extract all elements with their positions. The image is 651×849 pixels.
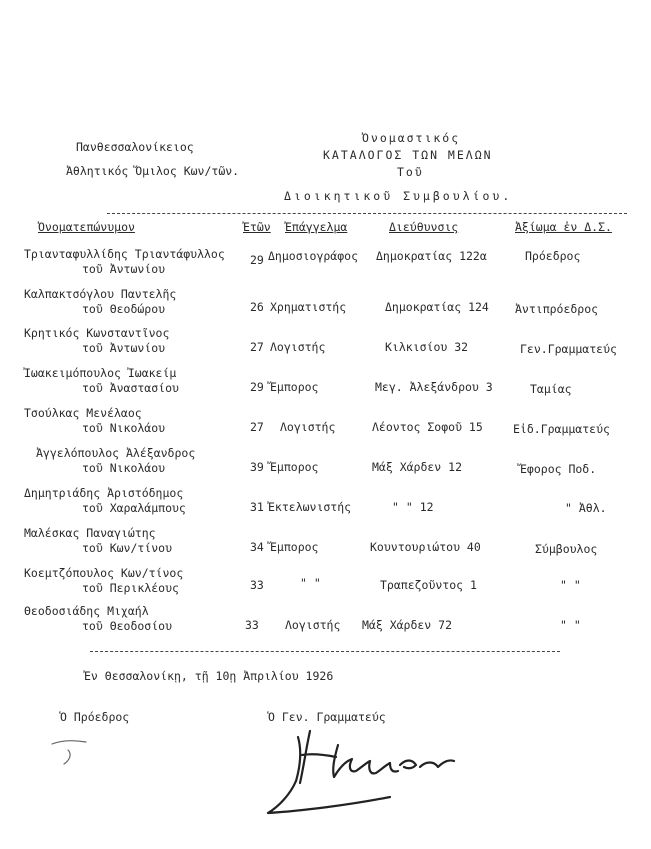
table-row-profession: Ἔμπορος: [270, 460, 319, 474]
place-date: Ἐν Θεσσαλονίκῃ, τῇ 10ῃ Ἀπριλίου 1926: [84, 669, 334, 683]
title-line3: Τοῦ: [397, 165, 424, 179]
club-name-line1: Πανθεσσαλονίκειος: [76, 140, 194, 154]
table-row-profession: Χρηματιστής: [270, 300, 347, 314]
table-row-father: τοῦ Θεοδώρου: [82, 302, 166, 316]
table-row-position: Ἔφορος Ποδ.: [520, 462, 597, 476]
table-row-profession: " ": [300, 576, 321, 590]
column-header-position: Ἀξίωμα ἐν Δ.Σ.: [515, 220, 612, 234]
table-row-name: Θεοδοσιάδης Μιχαήλ: [24, 604, 149, 618]
column-header-profession: Ἐπάγγελμα: [285, 220, 348, 234]
table-row-father: τοῦ Ἀναστασίου: [82, 381, 179, 395]
table-row-address: Δημοκρατίας 122α: [376, 249, 487, 263]
table-row-position: Ἀντιπρόεδρος: [515, 302, 599, 316]
table-row-father: τοῦ Κων/τίνου: [82, 541, 173, 555]
table-row-father: τοῦ Ἀντωνίου: [82, 262, 166, 276]
table-row-father: τοῦ Περικλέους: [82, 581, 179, 595]
table-row-father: τοῦ Νικολάου: [82, 461, 166, 475]
table-row-profession: Ἐκτελωνιστής: [268, 500, 352, 514]
table-row-profession: Ἔμπορος: [270, 380, 319, 394]
table-row-position: " Ἀθλ.: [565, 501, 607, 515]
table-row-age: 33: [245, 618, 259, 632]
table-row-position: " ": [560, 578, 581, 592]
table-row-profession: Ἔμπορος: [270, 540, 319, 554]
title-line2: ΚΑΤΑΛΟΓΟΣ ΤΩΝ ΜΕΛΩΝ: [323, 148, 493, 162]
table-row-age: 34: [250, 540, 264, 554]
table-row-profession: Λογιστής: [280, 420, 336, 434]
column-header-address: Διεύθυνσις: [389, 220, 459, 234]
table-row-address: Δημοκρατίας 124: [385, 300, 489, 314]
table-row-address: " " 12: [392, 500, 434, 514]
table-row-name: Μαλέσκας Παναγιώτης: [24, 526, 156, 540]
column-header-age: Ἐτῶν: [243, 220, 271, 234]
table-row-position: " ": [560, 618, 581, 632]
table-row-address: Κιλκισίου 32: [385, 340, 469, 354]
table-row-age: 27: [250, 340, 264, 354]
table-row-father: τοῦ Χαραλάμπους: [82, 501, 186, 515]
table-row-name: Ἰωακειμόπουλος Ἰωακείμ: [24, 366, 177, 380]
table-row-father: τοῦ Θεοδοσίου: [82, 619, 173, 633]
table-row-position: Πρόεδρος: [525, 249, 581, 263]
table-row-name: Καλπακτσόγλου Παντελῆς: [24, 287, 177, 301]
table-row-position: Γεν.Γραμματεύς: [520, 342, 617, 356]
table-row-profession: Δημοσιογράφος: [268, 249, 359, 263]
table-row-father: τοῦ Νικολάου: [82, 421, 166, 435]
title-line1: Ὀνομαστικός: [362, 131, 461, 145]
column-header-name: Ὀνοματεπώνυμον: [38, 220, 135, 234]
table-row-profession: Λογιστής: [285, 618, 341, 632]
president-mark-image: [48, 730, 108, 770]
table-row-address: Μάξ Χάρδεν 72: [362, 618, 453, 632]
footer-rule: [90, 651, 560, 652]
table-row-age: 26: [250, 300, 264, 314]
table-row-address: Μεγ. Ἀλεξάνδρου 3: [375, 380, 493, 394]
table-row-name: Ἀγγελόπουλος Ἀλέξανδρος: [36, 446, 196, 460]
secretary-signature-image: [240, 715, 500, 825]
table-row-name: Τσούλκας Μενέλαος: [24, 406, 142, 420]
secretary-label: Ὁ Γεν. Γραμματεύς: [268, 710, 386, 724]
table-row-age: 33: [250, 578, 264, 592]
club-name-line2: Ἀθλητικός Ὅμιλος Κων/τῶν.: [66, 164, 240, 178]
table-row-address: Κουντουριώτου 40: [370, 540, 481, 554]
table-row-profession: Λογιστής: [270, 340, 326, 354]
table-row-name: Κοεμτζόπουλος Κων/τίνος: [24, 566, 184, 580]
table-row-age: 39: [250, 460, 264, 474]
table-row-age: 31: [250, 500, 264, 514]
table-row-name: Κρητικός Κωνσταντῖνος: [24, 326, 170, 340]
table-row-age: 29: [250, 253, 264, 267]
header-rule: [107, 213, 627, 214]
table-row-position: Εἰδ.Γραμματεύς: [513, 422, 610, 436]
president-label: Ὁ Πρόεδρος: [60, 710, 130, 724]
table-row-position: Σύμβουλος: [535, 542, 598, 556]
table-row-name: Δημητριάδης Ἀριστόδημος: [24, 486, 184, 500]
table-row-address: Λέοντος Σοφοῦ 15: [372, 420, 483, 434]
table-row-age: 29: [250, 380, 264, 394]
table-row-name: Τριανταφυλλίδης Τριαντάφυλλος: [24, 247, 225, 261]
title-line4: Διοικητικοῦ Συμβουλίου.: [284, 189, 513, 203]
table-row-age: 27: [250, 420, 264, 434]
table-row-father: τοῦ Ἀντωνίου: [82, 341, 166, 355]
table-row-address: Τραπεζοῦντος 1: [380, 578, 477, 592]
table-row-address: Μάξ Χάρδεν 12: [372, 460, 463, 474]
table-row-position: Ταμίας: [530, 382, 572, 396]
